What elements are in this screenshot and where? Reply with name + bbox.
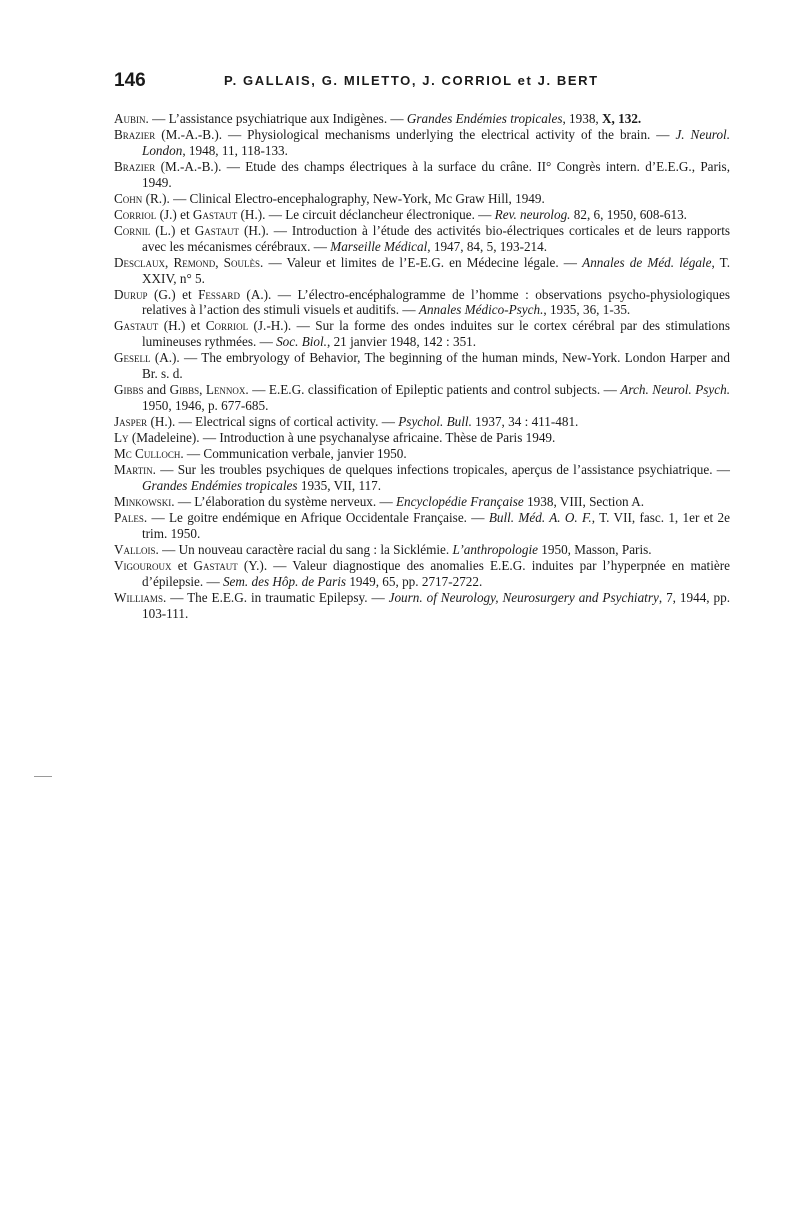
reference-details: , 1948, 11, 118-133. <box>182 142 288 158</box>
reference-authors: Vigouroux <box>114 558 172 574</box>
reference-entry <box>114 191 730 207</box>
reference-text: (J.) et <box>156 206 193 222</box>
reference-authors: Cornil <box>114 223 151 239</box>
reference-entry <box>114 414 730 430</box>
reference-authors: Williams. <box>114 590 167 606</box>
reference-text: — Valeur et limites de l’E-E.G. en Médecine légale. — <box>263 254 583 270</box>
reference-text: (H.). — Le circuit déclancheur électronique. — <box>237 206 495 222</box>
reference-entry <box>114 542 730 558</box>
reference-coauthors: Corriol <box>205 318 249 334</box>
reference-journal: Annales Médico-Psych. <box>418 302 544 318</box>
reference-authors: Desclaux, Remond, Soulès. <box>114 254 264 270</box>
reference-details: 1935, VII, 117. <box>297 477 382 493</box>
reference-journal: Arch. Neurol. Psych. <box>620 382 730 398</box>
reference-text: — L’élaboration du système nerveux. — <box>174 494 396 510</box>
reference-text: — Sur les troubles psychiques de quelques infections tropicales, aperçus de l’assistance psychiatrique. — <box>155 462 730 478</box>
reference-authors: Vallois. <box>114 542 159 558</box>
reference-entry <box>114 159 730 190</box>
reference-authors: Pales. <box>114 510 148 526</box>
reference-entry <box>114 446 730 462</box>
reference-journal: Grandes Endémies tropicales <box>142 477 298 493</box>
reference-details: , 7, 1944, pp. 103-111. <box>142 590 731 621</box>
reference-journal: Rev. neurolog. <box>494 206 571 222</box>
reference-text: — E.E.G. classification of Epileptic patients and control subjects. — <box>248 382 621 398</box>
reference-coauthors: Gastaut <box>193 558 238 574</box>
reference-entry <box>114 462 730 493</box>
scan-mark <box>34 776 52 777</box>
reference-authors: Brazier <box>114 127 156 143</box>
reference-details: 1938, VIII, Section A. <box>523 494 645 510</box>
reference-journal: Marseille Médical <box>330 238 428 254</box>
reference-text: (M.-A.-B.). — Etude des champs électriques à la surface du crâne. II° Congrès intern. d’E.E.G., Paris, 1949. <box>142 158 730 190</box>
reference-text: (A.). — The embryology of Behavior, The beginning of the human minds, New-York. London Harper and Br. s. d. <box>142 350 730 381</box>
reference-entry <box>114 127 730 158</box>
reference-journal: L’anthropologie <box>452 542 538 558</box>
reference-entry <box>114 287 730 318</box>
reference-text: (H.). — Electrical signs of cortical activity. — <box>147 413 399 429</box>
running-head: P. GALLAIS, G. MILETTO, J. CORRIOL et J. BERT <box>224 73 599 88</box>
reference-entry <box>114 590 730 621</box>
reference-entry <box>114 558 730 589</box>
reference-text: (R.). — Clinical Electro-encephalography, New-York, Mc Graw Hill, 1949. <box>142 190 545 206</box>
reference-details: , T. XXIV, n° 5. <box>142 254 731 286</box>
reference-entry <box>114 430 730 446</box>
reference-volume: X, 132. <box>602 111 642 126</box>
reference-details: , 1947, 84, 5, 193-214. <box>427 238 548 254</box>
reference-text: et <box>171 558 194 574</box>
reference-authors: Mc Culloch. <box>114 446 184 462</box>
reference-coauthors: Gibbs, Lennox. <box>169 382 249 398</box>
reference-journal: Annales de Méd. légale <box>582 254 712 270</box>
reference-entry <box>114 255 730 286</box>
reference-entry <box>114 111 730 127</box>
reference-authors: Gibbs <box>114 382 144 398</box>
reference-details: , T. VII, fasc. 1, 1er et 2e trim. 1950. <box>142 510 730 541</box>
reference-journal: Encyclopédie Française <box>395 494 524 510</box>
reference-text: — Un nouveau caractère racial du sang : la Sicklémie. <box>158 542 453 558</box>
reference-text: — The E.E.G. in traumatic Epilepsy. — <box>166 590 389 606</box>
reference-entry <box>114 382 730 413</box>
reference-text: — Communication verbale, janvier 1950. <box>183 446 407 462</box>
reference-journal: Journ. of Neurology, Neurosurgery and Psychiatry <box>388 590 659 606</box>
reference-journal: Sem. des Hôp. de Paris <box>222 573 347 589</box>
reference-text: (Madeleine). — Introduction à une psychanalyse africaine. Thèse de Paris 1949. <box>128 430 556 445</box>
reference-entry <box>114 350 730 381</box>
reference-authors: Durup <box>114 286 148 302</box>
reference-authors: Cohn <box>114 190 143 206</box>
reference-journal: Psychol. Bull. <box>398 413 472 429</box>
reference-entry <box>114 510 730 541</box>
reference-journal: Bull. Méd. A. O. F. <box>488 510 592 526</box>
reference-coauthors: Fessard <box>198 286 240 302</box>
reference-text: (J.-H.). — Sur la forme des ondes induites sur le cortex cérébral par des stimulations lumineuses rythmées. — <box>142 318 730 350</box>
bibliography <box>114 111 730 622</box>
reference-text: (L.) et <box>150 223 195 239</box>
reference-entry <box>114 223 730 254</box>
page-header <box>114 70 726 94</box>
reference-authors: Minkowski. <box>114 494 175 510</box>
reference-text: (H.). — Introduction à l’étude des activités bio-électriques corticales et de leurs rapports avec les mécanismes cérébraux. — <box>142 223 730 254</box>
reference-journal: Grandes Endémies tropicales <box>406 111 563 126</box>
reference-authors: Ly <box>114 430 129 445</box>
reference-text: (Y.). — Valeur diagnostique des anomalies E.E.G. induites par l’hyperpnée en matière d’épilepsie. — <box>142 558 730 589</box>
reference-details: 1937, 34 : 411-481. <box>471 413 579 429</box>
reference-authors: Gastaut <box>114 318 159 334</box>
reference-authors: Jasper <box>114 413 148 429</box>
reference-details: , 21 janvier 1948, 142 : 351. <box>326 334 477 350</box>
reference-authors: Corriol <box>114 206 157 222</box>
reference-coauthors: Gastaut <box>194 223 240 239</box>
reference-details: , 1938, <box>562 111 603 126</box>
reference-text: (A.). — L’électro-encéphalogramme de l’homme : observations psycho-physiologiques relatives à l’action des stimuli visuels et auditifs. — <box>142 286 730 318</box>
reference-coauthors: Gastaut <box>192 206 238 222</box>
reference-entry <box>114 494 730 510</box>
reference-journal: J. Neurol. London <box>142 127 730 158</box>
reference-text: (G.) et <box>147 286 199 302</box>
reference-details: 1950, Masson, Paris. <box>537 542 652 558</box>
reference-authors: Gesell <box>114 350 151 366</box>
reference-details: , 1935, 36, 1-35. <box>543 302 631 318</box>
page-number: 146 <box>114 70 146 91</box>
reference-details: 1950, 1946, p. 677-685. <box>142 397 269 413</box>
reference-details: 82, 6, 1950, 608-613. <box>570 206 687 222</box>
reference-authors: Martin. <box>114 462 156 478</box>
reference-entry <box>114 207 730 223</box>
reference-authors: Brazier <box>114 158 156 174</box>
reference-text: and <box>143 382 170 398</box>
reference-journal: Soc. Biol. <box>276 334 327 350</box>
reference-authors: Aubin. <box>114 111 149 126</box>
reference-entry <box>114 318 730 349</box>
reference-text: (H.) et <box>158 318 206 334</box>
reference-text: — L’assistance psychiatrique aux Indigènes. — <box>148 111 407 126</box>
reference-text: — Le goitre endémique en Afrique Occidentale Française. — <box>147 510 489 526</box>
reference-text: (M.-A.-B.). — Physiological mechanisms underlying the electrical activity of the brain. — <box>155 127 676 143</box>
reference-details: 1949, 65, pp. 2717-2722. <box>346 573 483 589</box>
